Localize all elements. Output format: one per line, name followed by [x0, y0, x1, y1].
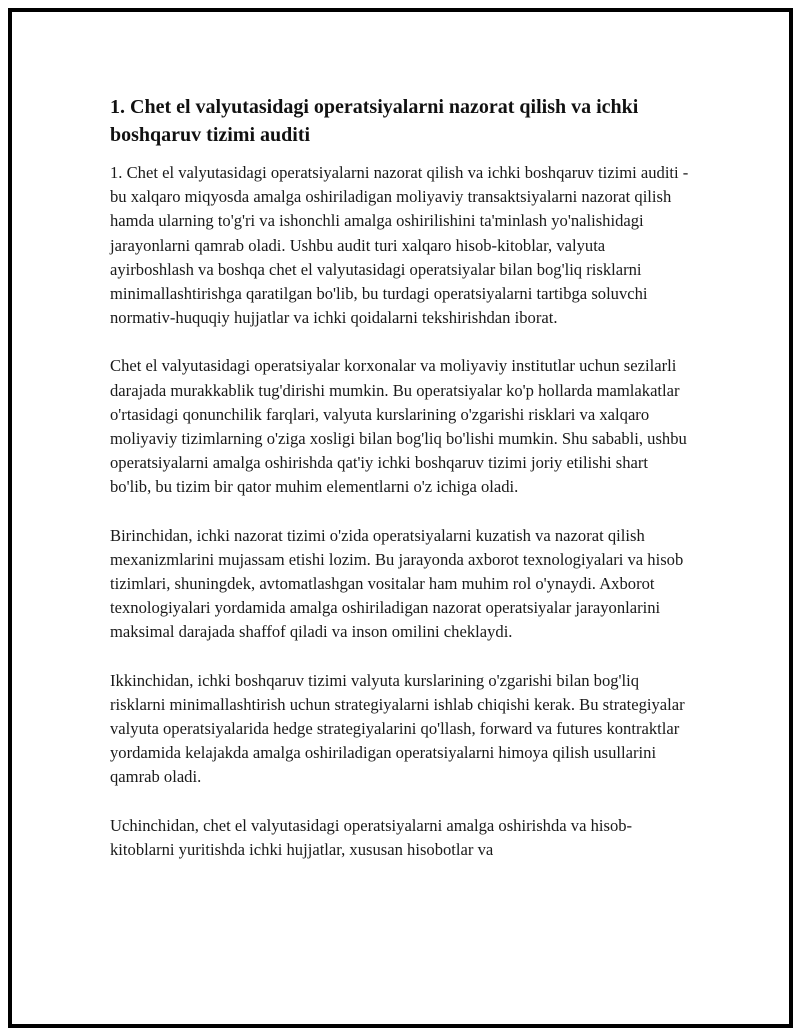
paragraph-4: Ikkinchidan, ichki boshqaruv tizimi valyuta kurslarining o'zgarishi bilan bog'liq risklarni minimallashtirish uchun strategiyalarni ishlab chiqishi kerak. Bu strategiyalar valyuta operatsiyalarida hedge strategiyalarini qo'llash, forward va futures kontraktlar yordamida kelajakda amalga oshiriladigan operatsiyalarni himoya qilish usullarini qamrab oladi.: [110, 670, 685, 787]
document-body: [110, 93, 690, 886]
paragraph-3: Birinchidan, ichki nazorat tizimi o'zida operatsiyalarni kuzatish va nazorat qilish mexanizmlarini mujassam etishi lozim. Bu jarayonda axborot texnologiyalari va hisob tizimlari, shuningdek, avtomatlashgan vositalar ham muhim rol o'ynaydi. Axborot texnologiyalari yordamida amalga oshiriladigan nazorat operatsiyalar jarayonlarini maksimal darajada shaffof qiladi va inson omilini cheklaydi.: [110, 525, 684, 642]
paragraph-2: Chet el valyutasidagi operatsiyalar korxonalar va moliyaviy institutlar uchun sezilarli darajada murakkablik tug'dirishi mumkin. Bu operatsiyalar ko'p hollarda mamlakatlar o'rtasidagi qonunchilik farqlari, valyuta kurslarining o'zgarishi risklari va xalqaro moliyaviy tizimlarning o'ziga xosligi bilan bog'liq bo'lishi mumkin. Shu sababli, ushbu operatsiyalarni amalga oshirishda qat'iy ichki boshqaruv tizimi joriy etilishi shart bo'lib, bu tizim bir qator muhim elementlarni o'z ichiga oladi.: [110, 356, 687, 497]
paragraph-5: Uchinchidan, chet el valyutasidagi operatsiyalarni amalga oshirishda va hisob-kitoblarni yuritishda ichki hujjatlar, xususan hisobotlar va: [110, 815, 633, 859]
paragraph-1: 1. Chet el valyutasidagi operatsiyalarni nazorat qilish va ichki boshqaruv tizimi auditi - bu xalqaro miqyosda amalga oshiriladigan moliyaviy transaktsiyalarni nazorat qilish hamda ularning to'g'ri va ishonchli amalga oshirilishini ta'minlash yo'nalishidagi jarayonlarni qamrab oladi. Ushbu audit turi xalqaro hisob-kitoblar, valyuta ayirboshlash va boshqa chet el valyutasidagi operatsiyalar bilan bog'liq risklarni minimallashtirishga qaratilgan bo'lib, bu turdagi operatsiyalarni tartibga soluvchi normativ-huquqiy hujjatlar va ichki qoidalarni tekshirishdan iborat.: [110, 163, 689, 328]
document-title: 1. Chet el valyutasidagi operatsiyalarni nazorat qilish va ichki boshqaruv tizimi auditi: [110, 96, 639, 146]
